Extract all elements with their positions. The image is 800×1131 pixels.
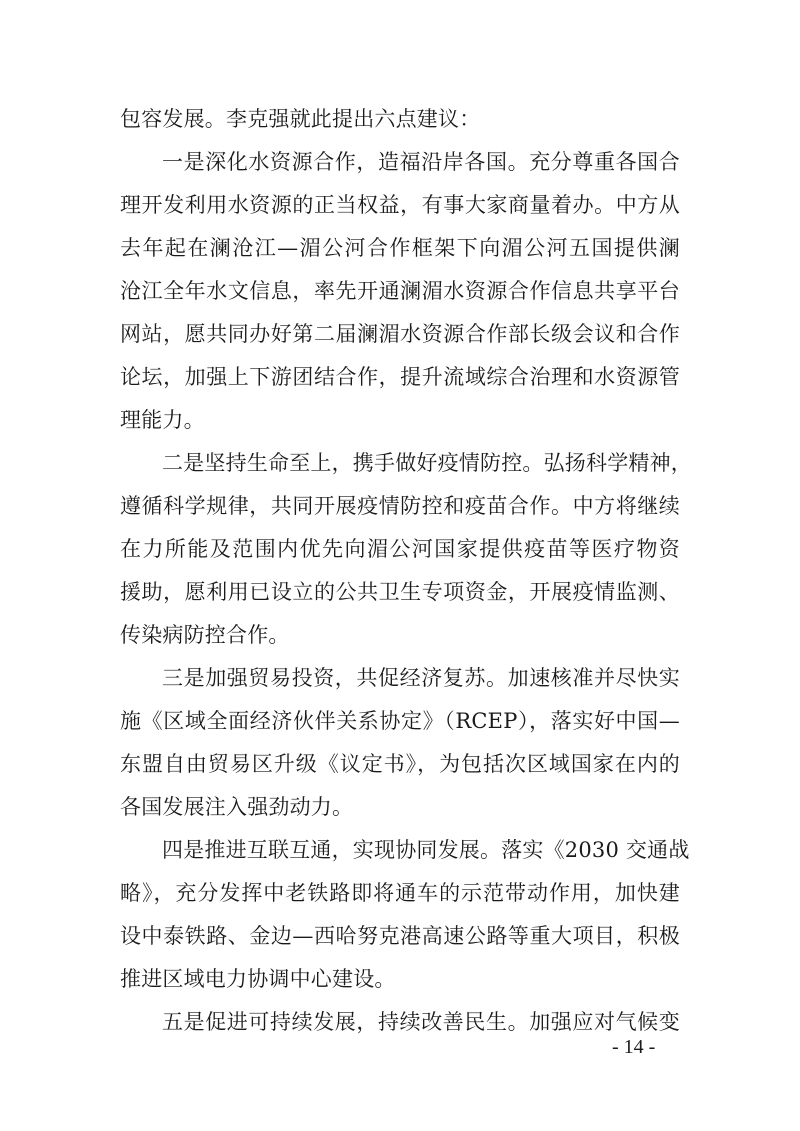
paragraph-line: 理能力。 xyxy=(120,408,205,432)
paragraph-line: 施《区域全面经济伙伴关系协定》（RCEP），落实好中国— xyxy=(120,709,680,733)
paragraph-line: 在力所能及范围内优先向湄公河国家提供疫苗等医疗物资 xyxy=(120,537,680,561)
paragraph-line: 一是深化水资源合作，造福沿岸各国。充分尊重各国合 xyxy=(162,150,680,174)
paragraph-line: 遵循科学规律，共同开展疫情防控和疫苗合作。中方将继续 xyxy=(120,494,680,518)
paragraph-line: 推进区域电力协调中心建设。 xyxy=(120,967,396,991)
paragraph-line: 理开发利用水资源的正当权益，有事大家商量着办。中方从 xyxy=(120,193,680,217)
paragraph-line: 四是推进互联互通，实现协同发展。落实《2030 交通战 xyxy=(162,838,690,862)
paragraph-line: 网站，愿共同办好第二届澜湄水资源合作部长级会议和合作 xyxy=(120,322,680,346)
paragraph-line: 东盟自由贸易区升级《议定书》，为包括次区域国家在内的 xyxy=(120,752,680,776)
paragraph-line: 援助，愿利用已设立的公共卫生专项资金，开展疫情监测、 xyxy=(120,580,680,604)
paragraph-line: 去年起在澜沧江—湄公河合作框架下向湄公河五国提供澜 xyxy=(120,236,680,260)
paragraph-line: 论坛，加强上下游团结合作，提升流域综合治理和水资源管 xyxy=(120,365,680,389)
paragraph-line: 包容发展。李克强就此提出六点建议： xyxy=(120,107,481,131)
page-number: - 14 - xyxy=(612,1036,656,1058)
paragraph-line: 二是坚持生命至上，携手做好疫情防控。弘扬科学精神， xyxy=(162,451,692,475)
paragraph-line: 三是加强贸易投资，共促经济复苏。加速核准并尽快实 xyxy=(162,666,680,690)
paragraph-line: 设中泰铁路、金边—西哈努克港高速公路等重大项目，积极 xyxy=(120,924,680,948)
paragraph-line: 五是促进可持续发展，持续改善民生。加强应对气候变 xyxy=(162,1010,680,1034)
paragraph-line: 略》，充分发挥中老铁路即将通车的示范带动作用，加快建 xyxy=(120,881,680,905)
paragraph-line: 沧江全年水文信息，率先开通澜湄水资源合作信息共享平台 xyxy=(120,279,680,303)
paragraph-line: 各国发展注入强劲动力。 xyxy=(120,795,354,819)
paragraph-line: 传染病防控合作。 xyxy=(120,623,290,647)
